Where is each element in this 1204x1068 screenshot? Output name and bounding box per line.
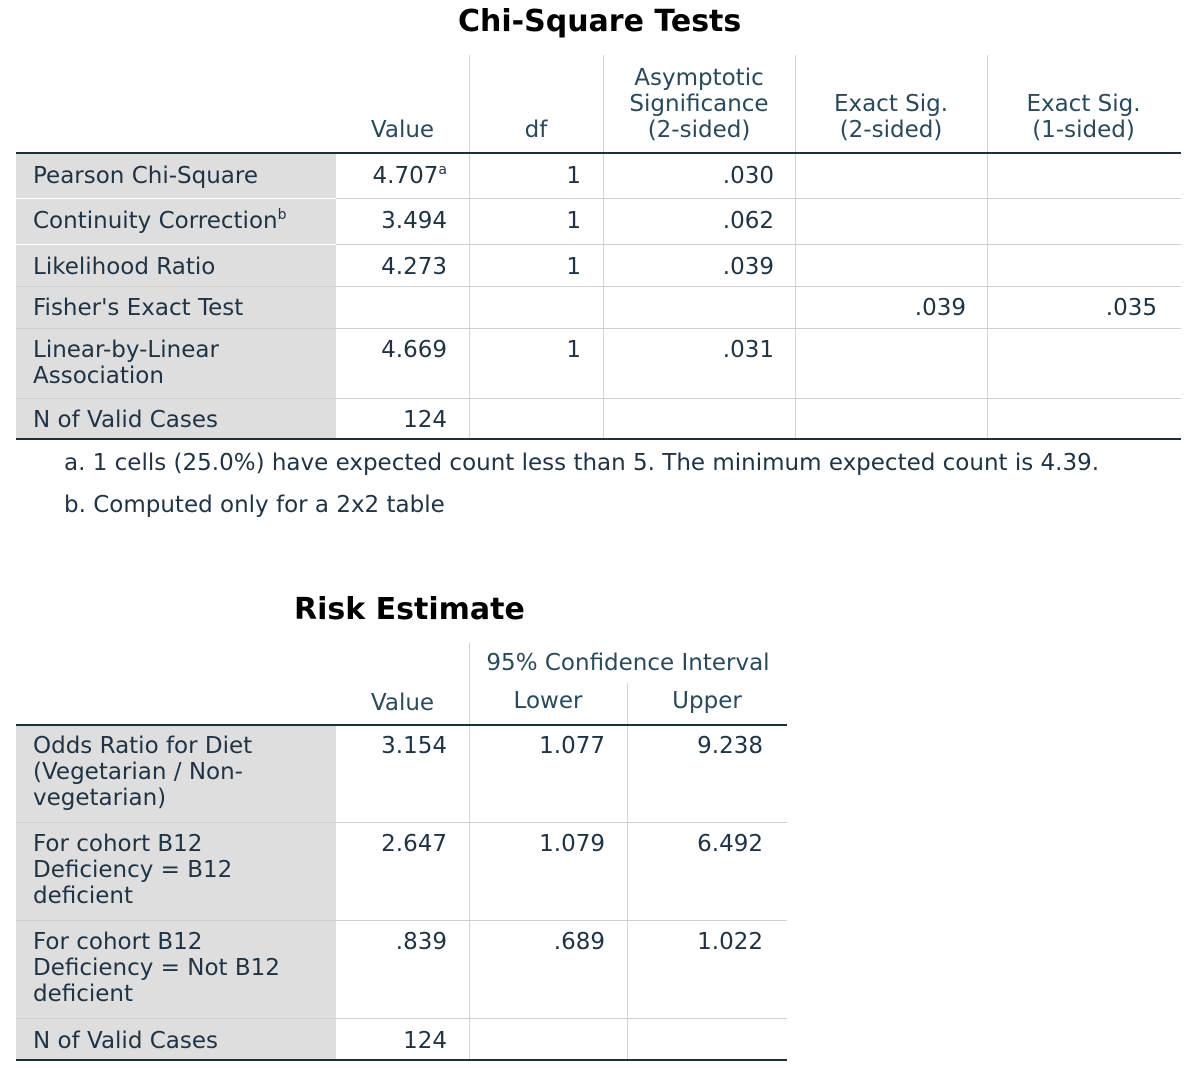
cell-lower: .689 <box>553 929 605 955</box>
row-divider <box>16 198 336 199</box>
cell-upper: 9.238 <box>697 733 763 759</box>
cell-df: 1 <box>566 208 581 234</box>
footnote-b: b. Computed only for a 2x2 table <box>64 492 445 518</box>
cell-value: 3.494 <box>381 208 447 234</box>
cell-df: 1 <box>566 163 581 189</box>
cell-value: 4.273 <box>381 254 447 280</box>
risk-estimate-title: Risk Estimate <box>294 592 525 627</box>
row-label-cohort-deficient: For cohort B12 Deficiency = B12 deficient <box>16 823 336 920</box>
header-exact-sig-1-sided: Exact Sig. (1-sided) <box>1026 91 1141 143</box>
header-asymptotic-significance: Asymptotic Significance (2-sided) <box>629 65 769 143</box>
cell-value: 124 <box>403 407 447 433</box>
row-label-continuity: Continuity Correction$^b$ <box>16 199 336 244</box>
footnote-a: a. 1 cells (25.0%) have expected count less than 5. The minimum expected count is 4.39. <box>64 450 1100 476</box>
chi-square-title: Chi-Square Tests <box>458 4 742 39</box>
table-bottom-rule <box>16 438 1181 440</box>
row-label-n-valid: N of Valid Cases <box>16 1019 336 1059</box>
cell-upper: 6.492 <box>697 831 763 857</box>
row-divider <box>16 244 336 245</box>
header-df: df <box>524 117 548 143</box>
header-lower: Lower <box>513 688 583 714</box>
row-label-n-valid: N of Valid Cases <box>16 399 336 439</box>
cell-value: 4.669 <box>381 337 447 363</box>
row-divider <box>16 398 1181 399</box>
table-bottom-rule <box>16 1059 787 1061</box>
body-divider <box>469 154 470 439</box>
row-label-odds-ratio: Odds Ratio for Diet (Vegetarian / Non- vegetarian) <box>16 726 336 822</box>
body-divider <box>469 726 470 1059</box>
row-label-linear: Linear-by-Linear Association <box>16 329 336 398</box>
cell-value: 124 <box>403 1028 447 1054</box>
cell-df: 1 <box>566 337 581 363</box>
cell-lower: 1.079 <box>539 831 605 857</box>
header-value: Value <box>370 117 435 143</box>
cell-asymp: .030 <box>722 163 774 189</box>
cell-exact-2-sided: .039 <box>914 295 966 321</box>
cell-asymp: .062 <box>722 208 774 234</box>
row-label-likelihood: Likelihood Ratio <box>16 245 336 286</box>
cell-asymp: .039 <box>722 254 774 280</box>
body-divider <box>603 154 604 439</box>
cell-upper: 1.022 <box>697 929 763 955</box>
body-divider <box>627 726 628 1059</box>
header-value: Value <box>370 690 435 716</box>
cell-df: 1 <box>566 254 581 280</box>
cell-value: 2.647 <box>381 831 447 857</box>
cell-asymp: .031 <box>722 337 774 363</box>
header-exact-sig-2-sided: Exact Sig. (2-sided) <box>833 91 949 143</box>
header-ci: 95% Confidence Interval <box>486 650 770 676</box>
cell-value: 3.154 <box>381 733 447 759</box>
row-label-fisher: Fisher's Exact Test <box>16 287 336 328</box>
cell-value: .839 <box>395 929 447 955</box>
cell-value: 4.707$^a$ <box>372 162 447 189</box>
cell-exact-1-sided: .035 <box>1105 295 1157 321</box>
header-upper: Upper <box>672 688 742 714</box>
row-divider <box>16 328 1181 329</box>
row-label-cohort-not-deficient: For cohort B12 Deficiency = Not B12 deficient <box>16 921 336 1018</box>
row-label-pearson: Pearson Chi-Square <box>16 154 336 198</box>
cell-lower: 1.077 <box>539 733 605 759</box>
